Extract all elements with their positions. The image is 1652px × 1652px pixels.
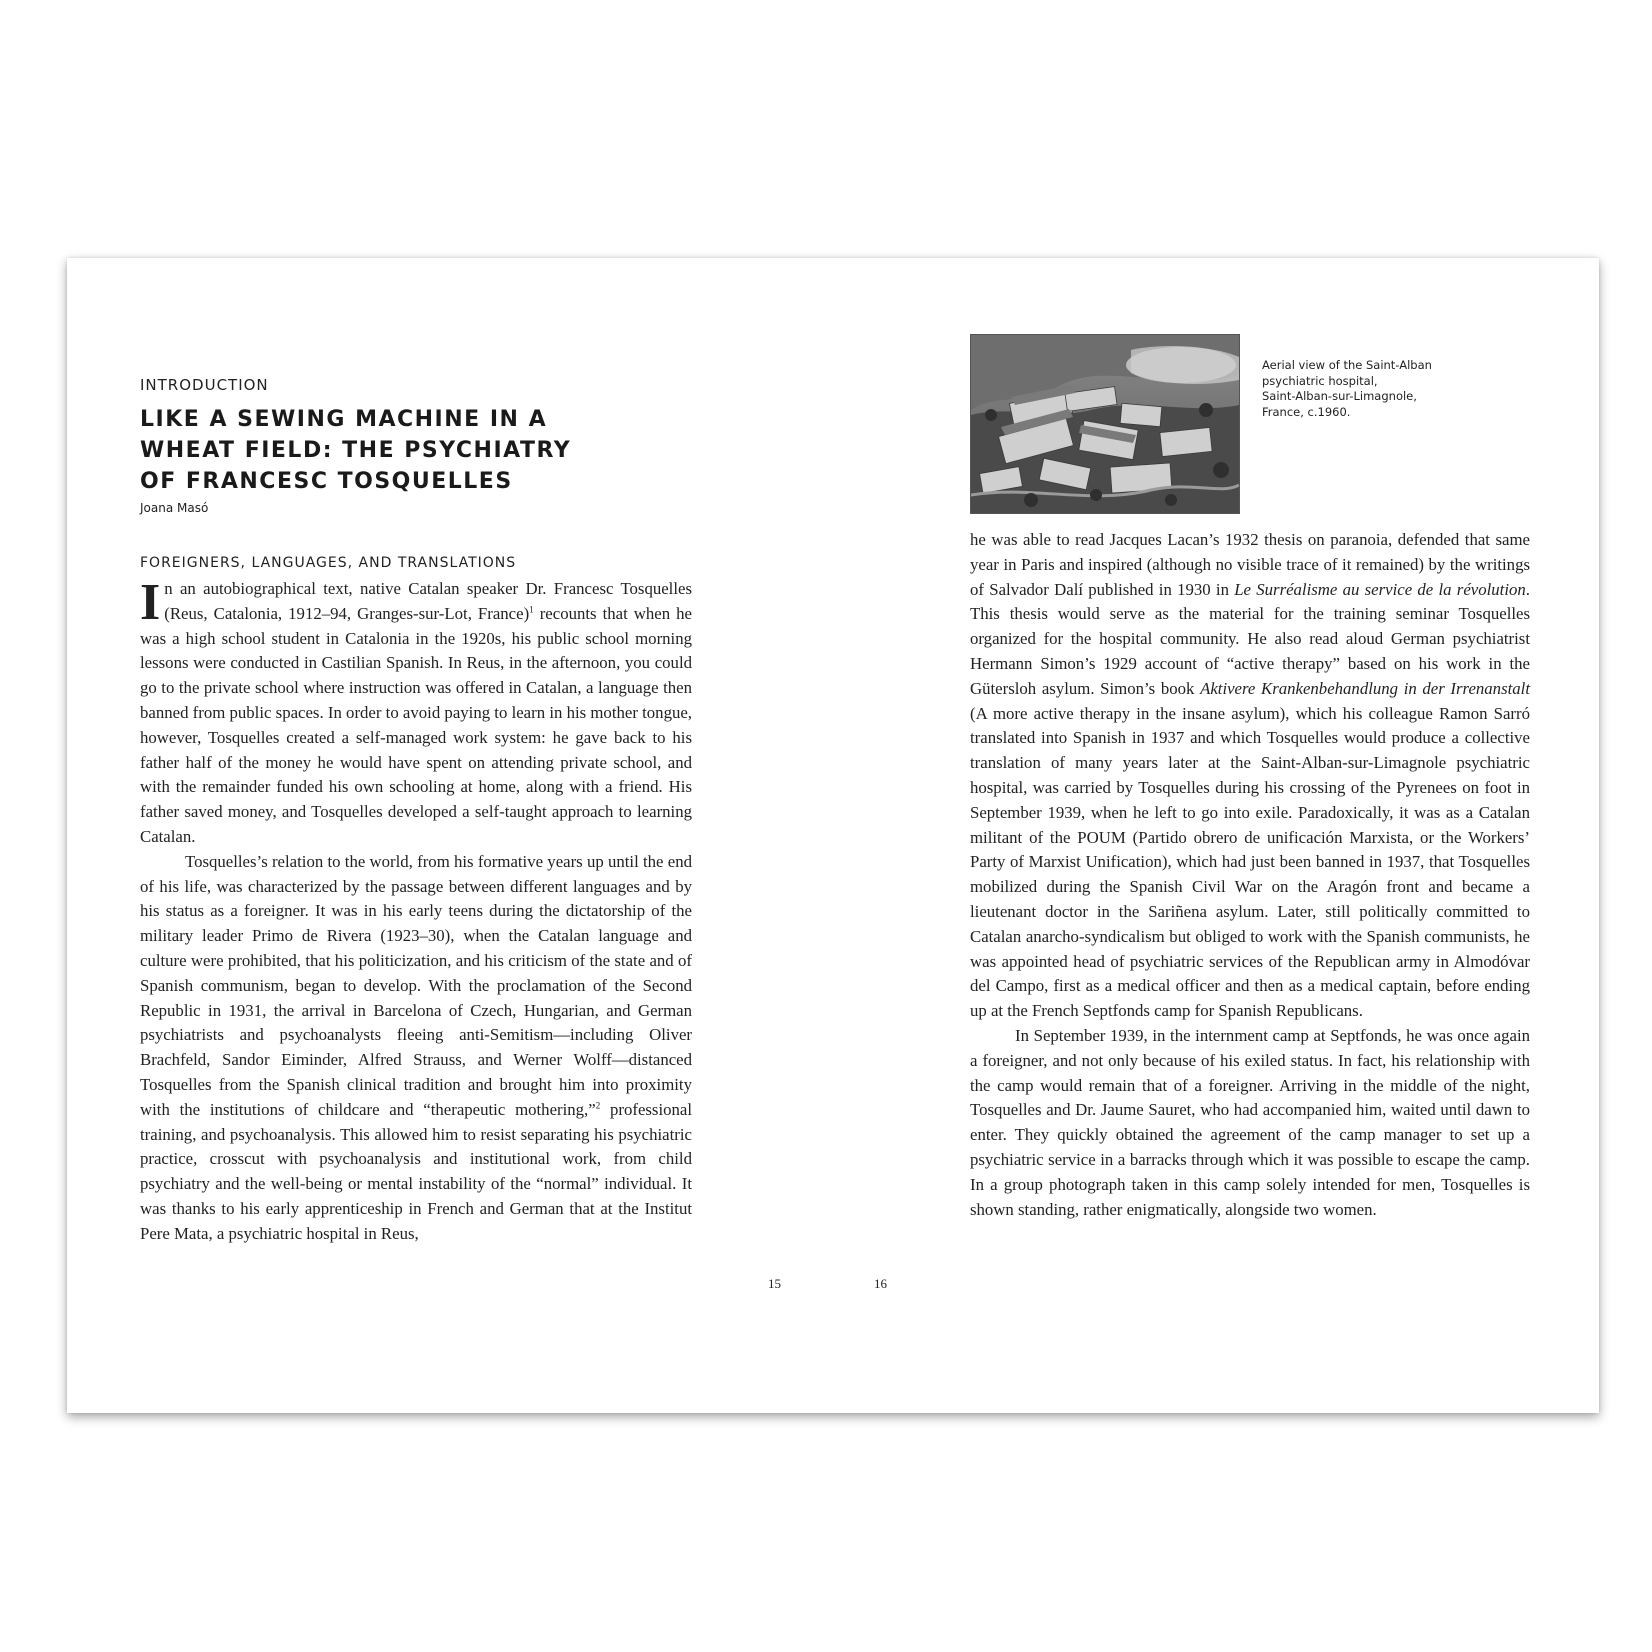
paragraph-1-text-b: recounts that when he was a high school student in Catalonia in the 1920s, his public school morning lessons were conducted in Castilian Spanish. In Reus, in the afternoon, you could go to the private school where instruction was offered in Catalan, a language then banned from public spaces. In order to avoid paying to learn in his mother tongue, however, Tosquelles created a self-managed work system: he gave back to his father half of the money he would have spent on attending private school, and with the remainder funded his own schooling at home, along with a friend. His father saved money, and Tosquelles developed a self-taught approach to learning Catalan.: [140, 603, 692, 846]
footnote-ref-2[interactable]: 2: [595, 1100, 601, 1111]
paragraph-2-text-b: professional training, and psychoanalysis. This allowed him to resist separating his psychiatric practice, crosscut with psychoanalysis and institutional work, from child psychiatry and the well-being or mental instability of the “normal” individual. It was thanks to his early apprenticeship in French and German that at the Institut Pere Mata, a psychiatric hospital in Reus,: [140, 1099, 693, 1243]
page-number-left: 15: [768, 1276, 781, 1291]
paragraph-2-text-a: Tosquelles’s relation to the world, from his formative years up until the end of his life, was characterized by the passage between different languages and by his status as a foreigner. It was in his early teens during the dictatorship of the military leader Primo de Rivera (1923–30), when the Catalan language and culture were prohibited, that his politicization, and his criticism of the state and of Spanish communism, began to develop. With the proclamation of the Second Republic in 1931, the arrival in Barcelona of Czech, Hungarian, and German psychiatrists and psychoanalysts fleeing anti-Semitism—including Oliver Brachfeld, Sandor Eiminder, Alfred Strauss, and Werner Wolff—distanced Tosquelles from the Spanish clinical tradition and brought him into proximity with the institutions of childcare and “therapeutic mothering,”: [140, 851, 692, 1119]
footnote-ref-1[interactable]: 1: [529, 604, 534, 615]
paragraph-3-text-c: (A more active therapy in the insane asylum), which his colleague Ramon Sarró translated into Spanish in 1937 and which Tosquelles would produce a collective translation of many years later at the Saint-Alban-sur-Limagnole psychiatric hospital, was carried by Tosquelles during his crossing of the Pyrenees on foot in September 1939, when he left to go into exile. Paradoxically, it was as a Catalan militant of the POUM (Partido obrero de unificación Marxista, or the Workers’ Party of Marxist Unification), which had just been banned in 1937, that Tosquelles mobilized during the Spanish Civil War on the Aragón front and became a lieutenant doctor in the Sariñena asylum. Later, still politically committed to Catalan anarcho-syndicalism but obliged to work with the Spanish communists, he was appointed head of psychiatric services of the Republican army in Almodóvar del Campo, first as a medical officer and then as a medical captain, before ending up at the French Septfonds camp for Spanish Republicans.: [970, 703, 1530, 1021]
chapter-title: LIKE A SEWING MACHINE IN A WHEAT FIELD: THE PSYCHIATRY OF FRANCESC TOSQUELLES: [140, 407, 572, 494]
page-number-right: 16: [874, 1276, 887, 1291]
book-spread: [67, 258, 1599, 1413]
paragraph-4: In September 1939, in the internment camp at Septfonds, he was once again a foreigner, and not only because of his exiled status. In fact, his relationship with the camp would remain that of a foreigner. Arriving in the middle of the night, Tosquelles and Dr. Jaume Sauret, who had accompanied him, waited until dawn to enter. They quickly obtained the agreement of the camp manager to set up a psychiatric service in a barracks through which it was possible to escape the camp. In a group photograph taken in this camp solely intended for men, Tosquelles is shown standing, rather enigmatically, alongside two women.: [970, 1025, 1530, 1219]
book-title-italic: Aktivere Krankenbehandlung in der Irrenanstalt: [1200, 678, 1530, 698]
caption-line: France, c.1960.: [1262, 404, 1351, 419]
right-page: [970, 334, 1530, 1222]
chapter-kicker: INTRODUCTION: [140, 376, 269, 394]
left-page: [140, 376, 692, 1247]
aerial-photo: [970, 334, 1240, 514]
figure-caption: [1262, 358, 1452, 420]
book-title-italic: Le Surréalisme au service de la révolution: [1234, 579, 1526, 599]
drop-cap: I: [140, 574, 161, 631]
section-heading: FOREIGNERS, LANGUAGES, AND TRANSLATIONS: [140, 555, 517, 571]
paragraph-1-text-a: n an autobiographical text, native Catalan speaker Dr. Francesc Tosquelles (Reus, Catalonia, 1912–94, Granges-sur-Lot, France): [164, 579, 692, 623]
paragraph-1: [140, 574, 692, 850]
paragraph-3-text-a: he was able to read Jacques Lacan’s 1932 thesis on paranoia, defended that same year in Paris and inspired (although no visible trace of it remained) by the writings of Salvador Dalí published in 1930 in: [970, 530, 1530, 599]
paragraph-3: [970, 528, 1530, 1024]
figure: [970, 334, 1530, 514]
caption-line: Aerial view of the Saint-Alban: [1262, 358, 1432, 372]
paragraph-2: [140, 850, 692, 1247]
caption-line: Saint-Alban-sur-Limagnole,: [1262, 389, 1417, 403]
paragraph-3-text-b: . This thesis would serve as the material for the training seminar Tosquelles organized for the hospital community. He also read aloud German psychiatrist Hermann Simon’s 1929 account of “active therapy” based on his work in the Gütersloh asylum. Simon’s book: [970, 579, 1530, 698]
author-name: Joana Masó: [140, 501, 209, 515]
caption-line: psychiatric hospital,: [1262, 373, 1378, 388]
